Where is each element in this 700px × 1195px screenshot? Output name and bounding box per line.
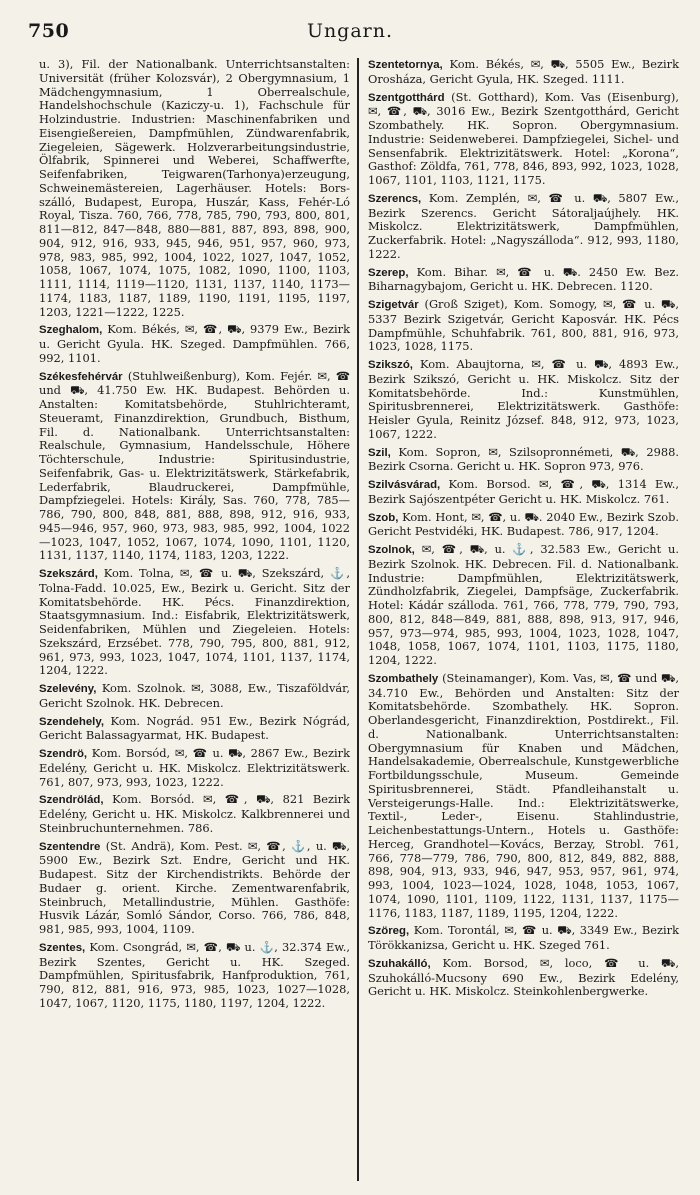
- entry-text: Kom. Békés, ✉, ☎, ⛟, 9379 Ew., Bezirk u. Gericht Gyula. HK. Szeged. Dampfmühlen. 766, 992, 1101.: [39, 322, 350, 365]
- directory-entry: [39, 715, 350, 744]
- entry-text: Kom. Borsod, ✉, loco, ☎ u. ⛟, Szuhokálló-Mucsony 690 Ew., Bezirk Edelény, Gericht u. HK. Miskolcz. Steinkohlenbergwerke.: [368, 955, 679, 999]
- entry-text: (St. Andrä), Kom. Pest. ✉, ☎, ⚓, u. ⛟, 5900 Ew., Bezirk Szt. Endre, Gericht und HK. Budapest. Sitz der Kirchendistrikts. Behörde der Budaer g. orient. Kirche. Zementwarenfabrik, Steinbruch, Metallindustrie, Mühlen. Gasthöfe: Husvik Lázár, Somló Sándor, Corso. 766, 786, 848, 981, 985, 993, 1004, 1109.: [39, 838, 351, 936]
- entry-text: Kom. Hont, ✉, ☎, u. ⛟. 2040 Ew., Bezirk Szob. Gericht Pestvidéki, HK. Budapest. 786, 917, 1204.: [368, 509, 679, 539]
- directory-entry: [368, 192, 679, 262]
- entry-headword: Szendrö,: [39, 748, 88, 760]
- entry-text: Kom. Nográd. 951 Ew., Bezirk Nógrád, Gericht Balassagyarmat, HK. Budapest.: [39, 713, 350, 743]
- directory-entry: [368, 511, 679, 540]
- entry-text: ✉, ☎, ⛟, u. ⚓, 32.583 Ew., Gericht u. Bezirk Szolnok. HK. Debrecen. Fil. d. Nationalbank. Industrie: Dampfmühlen, Elektrizitätswerk, Zündholzfabrik, Ziegelei, Dampfsäge, Zuckerfabrik. Hotel: Kádár szálloda. 761, 766, 778, 779, 790, 793, 800, 812, 848—849, 881, 888, 898, 913, 917, 946, 957, 973—974, 985, 993, 1004, 1023, 1028, 1047, 1048, 1058, 1067, 1074, 1101, 1103, 1175, 1180, 1204, 1222.: [368, 542, 680, 667]
- entry-text: Kom. Abaujtorna, ✉, ☎ u. ⛟, 4893 Ew., Bezirk Szikszó, Gericht u. HK. Miskolcz. Sitz der Komitatsbehörde. Ind.: Kunstmühlen, Spiritusbrennerei, Elektrizitätswerk. Gasthöfe: Heisler Gyula, Reinitz József. 848, 912, 973, 1023, 1067, 1222.: [368, 357, 679, 441]
- entry-headword: Székesfehérvár: [39, 370, 123, 383]
- right-column: [359, 58, 682, 1181]
- directory-entry: [368, 266, 679, 295]
- entry-headword: Szentes,: [39, 941, 86, 954]
- page-header: [20, 20, 680, 46]
- directory-entry: [368, 91, 679, 188]
- running-head: Ungarn.: [306, 20, 394, 42]
- entry-headword: Szob,: [368, 511, 399, 524]
- directory-entry: [39, 58, 350, 319]
- entry-headword: Szolnok,: [368, 544, 415, 556]
- entry-text: Kom. Borsod. ✉, ☎, ⛟, 1314 Ew., Bezirk Sajószentpéter Gericht u. HK. Miskolcz. 761.: [368, 477, 679, 506]
- entry-text: Kom. Borsód. ✉, ☎, ⛟, 821 Bezirk Edelény, Gericht u. HK. Miskolcz. Kalkbrennerei und Steinbruchunternehmen. 786.: [39, 792, 351, 835]
- entry-text: (Groß Sziget), Kom. Somogy, ✉, ☎ u. ⛟, 5337 Bezirk Szigetvár, Gericht Kaposvár. HK. Pécs Dampfmühle, Schuhfabrik. 761, 800, 881, 916, 973, 1023, 1028, 1175.: [368, 297, 679, 354]
- entry-headword: Szil,: [368, 446, 391, 459]
- entry-headword: Szentendre: [39, 840, 101, 853]
- entry-text: Kom. Bihar. ✉, ☎ u. ⛟. 2450 Ew. Bez. Biharnagybajom, Gericht u. HK. Debrecen. 1120.: [368, 264, 680, 294]
- entry-text: Kom. Békés, ✉, ⛟, 5505 Ew., Bezirk Orosháza, Gericht Gyula, HK. Szeged. 1111.: [368, 58, 679, 86]
- directory-entry: [368, 672, 679, 921]
- entry-headword: Szendehely,: [39, 715, 104, 728]
- entry-text: Kom. Torontál, ✉, ☎ u. ⛟, 3349 Ew., Bezirk Törökkanizsa, Gericht u. HK. Szeged 761.: [368, 923, 679, 952]
- entry-headword: Szöreg,: [368, 925, 410, 938]
- directory-entry: [39, 682, 350, 711]
- left-column: [36, 58, 357, 1181]
- directory-entry: [39, 747, 350, 789]
- entry-headword: Szendrölád,: [39, 794, 104, 807]
- two-column-body: [36, 58, 682, 1181]
- directory-entry: [39, 567, 350, 678]
- directory-entry: [368, 924, 679, 953]
- entry-headword: Szombathely: [368, 672, 439, 685]
- entry-text: Kom. Tolna, ✉, ☎ u. ⛟, Szekszárd, ⚓, Tolna-Fadd. 10.025, Ew., Bezirk u. Gericht. Sitz der Komitatsbehörde. HK. Pécs. Finanzdirektion, Staatsgymnasium. Ind.: Eisfabrik, Elektrizitätswerk, Seidenfabriken, Mühlen und Ziegeleien. Hotels: Szekszárd, Erzsébet. 778, 790, 795, 800, 881, 912, 961, 973, 993, 1023, 1047, 1074, 1101, 1137, 1174, 1204, 1222.: [39, 566, 350, 678]
- directory-entry: [368, 543, 679, 668]
- entry-headword: Szuhakálló,: [368, 957, 431, 970]
- entry-headword: Szerencs,: [368, 192, 422, 205]
- directory-entry: [368, 446, 679, 475]
- entry-text: Kom. Sopron, ✉, Szilsopronnémeti, ⛟, 2988. Bezirk Csorna. Gericht u. HK. Sopron 973, 976.: [368, 444, 679, 474]
- entry-headword: Szilvásvárad,: [368, 479, 441, 491]
- entry-text: Kom. Borsód, ✉, ☎ u. ⛟, 2867 Ew., Bezirk Edelény, Gericht u. HK. Miskolcz. Elektrizitätswerk. 761, 807, 973, 993, 1023, 1222.: [39, 746, 351, 789]
- directory-entry: [39, 840, 350, 937]
- directory-entry: [368, 478, 679, 507]
- directory-entry: [368, 298, 679, 354]
- entry-headword: Szikszó,: [368, 359, 413, 371]
- directory-entry: [368, 58, 679, 87]
- directory-entry: [39, 370, 350, 564]
- entry-text: (Stuhlweißenburg), Kom. Fejér. ✉, ☎ und ⛟, 41.750 Ew. HK. Budapest. Behörden u. Anstalten: Komitatsbehörde, Stuhlrichteramt, Steueramt, Finanzdirektion, Grundbuch, Bisthum, Fil. d. Nationalbank. Unterrichtsanstalten: Realschule, Gymnasium, Handelsschule, Höhere Töchterschule, Industrie: Spiritusindustrie, Seifenfabrik, Gas- u. Elektrizitätswerk, Stärkefabrik, Lederfabrik, Blaudruckerei, Dampfmühle, Dampfziegelei. Hotels: Király, Sas. 760, 778, 785—786, 790, 800, 848, 881, 888, 898, 912, 916, 933, 945—946, 957, 960, 973, 983, 985, 992, 1004, 1022—1023, 1047, 1052, 1067, 1074, 1090, 1101, 1120, 1131, 1137, 1140, 1174, 1183, 1203, 1222.: [39, 368, 350, 563]
- entry-headword: Szerep,: [368, 266, 409, 279]
- page-number: 750: [28, 20, 70, 42]
- directory-entry: [368, 957, 679, 999]
- directory-entry: [368, 358, 679, 442]
- directory-entry: [39, 323, 350, 365]
- directory-entry: [39, 941, 350, 1011]
- directory-entry: [39, 793, 350, 835]
- entry-text: Kom. Szolnok. ✉, 3088, Ew., Tiszaföldvár, Gericht Szolnok. HK. Debrecen.: [39, 681, 350, 710]
- entry-text: (St. Gotthard), Kom. Vas (Eisenburg), ✉, ☎, ⛟, 3016 Ew., Bezirk Szentgotthárd, Gericht Szombathely. HK. Sopron. Obergymnasium. Industrie: Seidenweberei. Dampfziegelei, Sichel- und Sensenfabrik. Elektrizitätswerk. Hotel: „Korona“, Gasthof: Zöldfa, 761, 778, 846, 893, 992, 1023, 1028, 1067, 1101, 1103, 1121, 1175.: [368, 89, 679, 187]
- entry-text: Kom. Zemplén, ✉, ☎ u. ⛟, 5807 Ew., Bezirk Szerencs. Gericht Sátoraljaújhely. HK. Miskolcz. Elektrizitätswerk, Dampfmühlen, Zuckerfabrik. Hotel: „Nagyszálloda“. 912, 993, 1180, 1222.: [368, 190, 680, 261]
- entry-headword: Szekszárd,: [39, 568, 98, 580]
- entry-headword: Szigetvár: [368, 299, 419, 311]
- entry-text: u. 3), Fil. der Nationalbank. Unterrichtsanstalten: Universität (früher Kolozsvár), 2 Obergymnasium, 1 Mädchengymnasium, 1 Oberrealschule, Handelshochschule (Kaziczy-u. 1), Fachschule für Holzindustrie. Industrien: Maschinenfabriken und Eisengießereien, Dampfmühlen, Zündwarenfabrik, Ziegeleien, Sägewerk. Holzverarbeitungsindustrie, Ölfabrik, Spinnerei und Weberei, Schaffwerfte, Seifenfabriken, Teigwaren(Tarhonya)erzeugung, Schweinemästereien, Lagerhäuser. Hotels: Bors-szálló, Budapest, Europa, Huszár, Kass, Fehér-Ló Royal, Tisza. 760, 766, 778, 785, 790, 793, 800, 801, 811—812, 847—848, 880—881, 887, 893, 898, 900, 904, 912, 916, 933, 945, 946, 951, 957, 960, 973, 978, 983, 985, 992, 1004, 1022, 1027, 1047, 1052, 1058, 1067, 1074, 1075, 1082, 1090, 1100, 1103, 1111, 1114, 1119—1120, 1131, 1137, 1140, 1173—1174, 1183, 1187, 1189, 1190, 1191, 1195, 1197, 1203, 1221—1222, 1225.: [39, 58, 350, 319]
- entry-headword: Szeghalom,: [39, 324, 103, 337]
- entry-headword: Szentgotthárd: [368, 91, 445, 104]
- entry-text: (Steinamanger), Kom. Vas, ✉, ☎ und ⛟, 34.710 Ew., Behörden und Anstalten: Sitz der Komitatsbehörde. Szombathely. HK. Sopron. Oberlandesgericht, Finanzdirektion, Postdirekt., Fil. d. Nationalbank. Unterrichtsanstalten: Obergymnasium für Knaben und Mädchen, Handelsakademie, Oberrealschule, Kunstgewerbliche Fortbildungsschule, Museum. Gemeinde Spiritusbrennerei, Städt. Pfandleihanstalt u. Versteigerungs-Halle. Ind.: Elektrizitätswerke, Textil-, Leder-, Eisenu. Stahlindustrie, Leichenbestattungs-Untern., Hotels u. Gasthöfe: Herceg, Grandhotel—Kovács, Berzay, Strobl. 761, 766, 778—779, 786, 790, 800, 812, 849, 882, 888, 898, 904, 913, 933, 946, 947, 953, 957, 961, 974, 993, 1004, 1023—1024, 1028, 1048, 1053, 1067, 1074, 1090, 1101, 1109, 1122, 1131, 1137, 1175—1176, 1183, 1187, 1189, 1195, 1204, 1222.: [368, 670, 679, 920]
- entry-headword: Szelevény,: [39, 683, 97, 695]
- entry-text: Kom. Csongrád, ✉, ☎, ⛟ u. ⚓, 32.374 Ew., Bezirk Szentes, Gericht u. HK. Szeged. Dampfmühlen, Spiritusfabrik, Hanfproduktion, 761, 790, 812, 881, 916, 973, 985, 1023, 1027—1028, 1047, 1067, 1120, 1175, 1180, 1197, 1204, 1222.: [39, 939, 350, 1010]
- entry-headword: Szentetornya,: [368, 59, 443, 71]
